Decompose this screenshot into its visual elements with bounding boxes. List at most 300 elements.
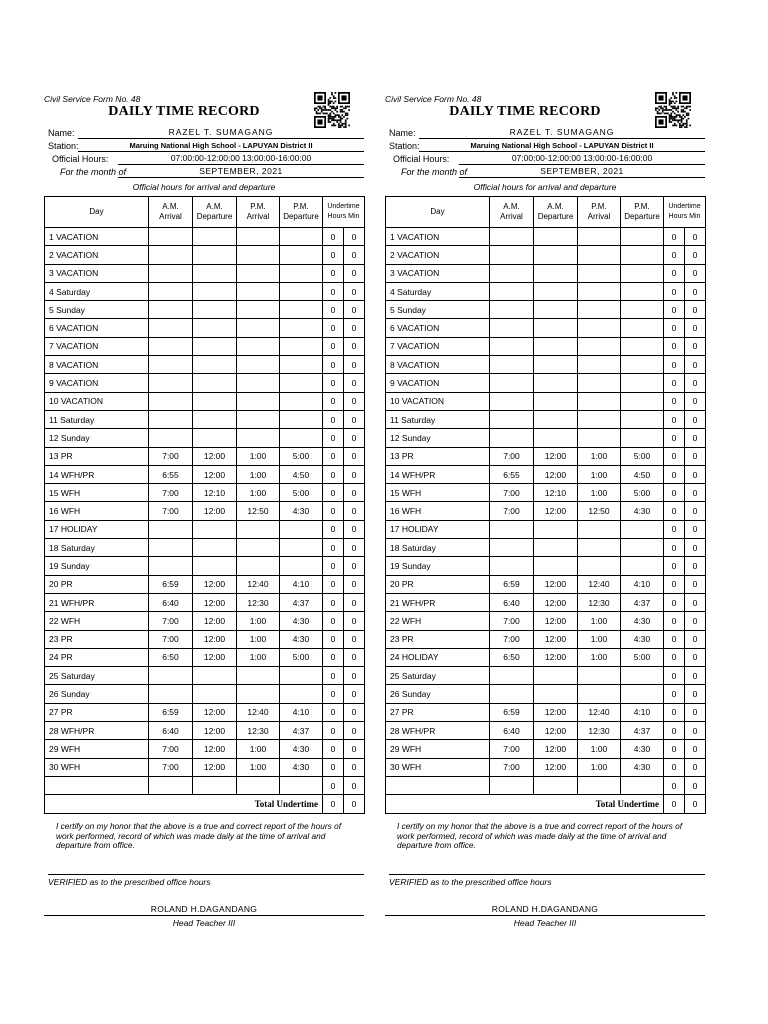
undertime-hours-cell: 0 [664, 593, 685, 611]
day-cell: 14 WFH/PR [386, 465, 490, 483]
pm-arrival-cell: 1:00 [578, 758, 621, 776]
undertime-hours-cell: 0 [323, 539, 344, 557]
month-value: SEPTEMBER, 2021 [459, 166, 705, 178]
undertime-hours-cell: 0 [323, 392, 344, 410]
pm-arrival-cell: 12:30 [237, 593, 280, 611]
pm-arrival-cell: 1:00 [237, 484, 280, 502]
pm-departure-cell [621, 429, 664, 447]
undertime-min-cell: 0 [344, 703, 365, 721]
form-title: DAILY TIME RECORD [449, 104, 601, 119]
undertime-min-cell: 0 [344, 447, 365, 465]
day-cell: 12 Sunday [386, 429, 490, 447]
total-undertime-label: Total Undertime [490, 795, 664, 813]
am-arrival-cell [149, 356, 193, 374]
undertime-hours-cell: 0 [664, 539, 685, 557]
pm-arrival-cell [237, 410, 280, 428]
total-undertime-label: Total Undertime [149, 795, 323, 813]
undertime-hours-cell: 0 [664, 685, 685, 703]
am-arrival-cell [490, 685, 534, 703]
undertime-hours-cell: 0 [664, 356, 685, 374]
name-value: RAZEL T. SUMAGANG [78, 127, 364, 139]
undertime-hours-cell: 0 [323, 557, 344, 575]
am-arrival-cell [490, 246, 534, 264]
undertime-hours-cell: 0 [323, 228, 344, 246]
header-hours-min: Hours Min [327, 213, 360, 220]
header-am-arrival [149, 197, 193, 228]
table-row [386, 539, 706, 557]
table-row [45, 502, 365, 520]
undertime-min-cell: 0 [685, 722, 706, 740]
total-blank [45, 795, 149, 813]
pm-departure-cell [280, 557, 323, 575]
am-departure-cell [193, 667, 237, 685]
pm-arrival-cell [578, 374, 621, 392]
am-arrival-cell [149, 264, 193, 282]
table-row [45, 264, 365, 282]
pm-departure-cell: 4:37 [280, 722, 323, 740]
am-arrival-cell [490, 282, 534, 300]
am-departure-cell [534, 228, 578, 246]
day-cell: 7 VACATION [45, 337, 149, 355]
am-departure-cell: 12:00 [193, 465, 237, 483]
pm-departure-cell [621, 685, 664, 703]
undertime-min-cell: 0 [344, 557, 365, 575]
table-row [386, 356, 706, 374]
am-departure-cell [193, 264, 237, 282]
header-arrival: Arrival [500, 212, 523, 221]
station-value: Maruing National High School - LAPUYAN District II [419, 140, 705, 152]
header-pm: P.M. [250, 202, 266, 211]
am-arrival-cell [149, 776, 193, 794]
header-undertime [664, 197, 706, 228]
am-arrival-cell: 7:00 [149, 630, 193, 648]
undertime-hours-cell: 0 [664, 630, 685, 648]
pm-departure-cell [280, 776, 323, 794]
am-departure-cell: 12:00 [193, 648, 237, 666]
undertime-hours-cell: 0 [664, 557, 685, 575]
undertime-min-cell: 0 [685, 484, 706, 502]
day-cell: 17 HOLIDAY [45, 520, 149, 538]
undertime-hours-cell: 0 [323, 246, 344, 264]
header-undertime-label: Undertime [327, 203, 360, 210]
am-departure-cell: 12:00 [534, 703, 578, 721]
undertime-min-cell: 0 [685, 392, 706, 410]
undertime-hours-cell: 0 [323, 337, 344, 355]
am-departure-cell: 12:00 [534, 447, 578, 465]
am-departure-cell: 12:00 [534, 465, 578, 483]
undertime-min-cell: 0 [344, 228, 365, 246]
undertime-min-cell: 0 [344, 319, 365, 337]
pm-arrival-cell [578, 228, 621, 246]
am-departure-cell [534, 539, 578, 557]
day-cell [45, 776, 149, 794]
table-row [386, 392, 706, 410]
pm-arrival-cell: 1:00 [237, 648, 280, 666]
header-am: A.M. [547, 202, 564, 211]
day-cell: 6 VACATION [45, 319, 149, 337]
am-departure-cell [534, 356, 578, 374]
am-departure-cell [534, 374, 578, 392]
undertime-hours-cell: 0 [664, 374, 685, 392]
pm-departure-cell: 4:10 [280, 703, 323, 721]
pm-arrival-cell [578, 246, 621, 264]
day-cell: 11 Saturday [45, 410, 149, 428]
pm-arrival-cell: 12:30 [578, 722, 621, 740]
day-cell: 1 VACATION [386, 228, 490, 246]
table-row [386, 630, 706, 648]
pm-arrival-cell [237, 228, 280, 246]
table-row [386, 228, 706, 246]
pm-arrival-cell [237, 392, 280, 410]
am-arrival-cell: 7:00 [149, 612, 193, 630]
day-cell: 18 Saturday [386, 539, 490, 557]
am-arrival-cell [149, 429, 193, 447]
undertime-hours-cell: 0 [664, 575, 685, 593]
undertime-hours-cell: 0 [664, 758, 685, 776]
undertime-hours-cell: 0 [664, 282, 685, 300]
total-min: 0 [344, 795, 365, 813]
pm-departure-cell [280, 520, 323, 538]
am-arrival-cell [490, 337, 534, 355]
pm-arrival-cell: 1:00 [237, 630, 280, 648]
pm-departure-cell [280, 429, 323, 447]
day-cell: 16 WFH [386, 502, 490, 520]
undertime-hours-cell: 0 [323, 484, 344, 502]
table-row [386, 557, 706, 575]
am-arrival-cell [149, 282, 193, 300]
undertime-hours-cell: 0 [664, 319, 685, 337]
pm-departure-cell: 5:00 [621, 447, 664, 465]
undertime-hours-cell: 0 [664, 667, 685, 685]
undertime-min-cell: 0 [344, 539, 365, 557]
pm-departure-cell [621, 246, 664, 264]
day-cell: 25 Saturday [45, 667, 149, 685]
am-departure-cell [534, 337, 578, 355]
undertime-min-cell: 0 [685, 575, 706, 593]
pm-arrival-cell: 12:40 [578, 703, 621, 721]
table-row [45, 228, 365, 246]
am-arrival-cell: 6:50 [490, 648, 534, 666]
am-departure-cell [534, 392, 578, 410]
undertime-min-cell: 0 [685, 429, 706, 447]
header-arrival: Arrival [159, 212, 182, 221]
undertime-min-cell: 0 [344, 410, 365, 428]
table-row [386, 648, 706, 666]
am-arrival-cell [149, 520, 193, 538]
table-row [45, 410, 365, 428]
signatory-name: ROLAND H.DAGANDANG [491, 904, 599, 914]
pm-arrival-cell: 12:50 [237, 502, 280, 520]
station-value: Maruing National High School - LAPUYAN District II [78, 140, 364, 152]
header-departure: Departure [537, 212, 574, 221]
header-pm: P.M. [293, 202, 309, 211]
am-departure-cell [193, 539, 237, 557]
undertime-hours-cell: 0 [664, 392, 685, 410]
table-row [45, 484, 365, 502]
month-value: SEPTEMBER, 2021 [118, 166, 364, 178]
table-row [386, 703, 706, 721]
am-arrival-cell [490, 557, 534, 575]
header-undertime-label: Undertime [668, 203, 701, 210]
pm-arrival-cell [578, 337, 621, 355]
pm-departure-cell [621, 337, 664, 355]
pm-arrival-cell [237, 356, 280, 374]
am-arrival-cell: 6:40 [149, 593, 193, 611]
station-label: Station: [389, 141, 420, 151]
am-departure-cell [534, 685, 578, 703]
am-departure-cell [193, 429, 237, 447]
undertime-hours-cell: 0 [664, 776, 685, 794]
day-cell: 20 PR [386, 575, 490, 593]
pm-departure-cell: 4:10 [621, 575, 664, 593]
am-arrival-cell [149, 246, 193, 264]
am-departure-cell: 12:00 [193, 612, 237, 630]
am-arrival-cell: 7:00 [490, 740, 534, 758]
undertime-hours-cell: 0 [664, 484, 685, 502]
undertime-hours-cell: 0 [323, 447, 344, 465]
undertime-min-cell: 0 [344, 776, 365, 794]
pm-departure-cell [280, 301, 323, 319]
am-departure-cell [534, 264, 578, 282]
am-departure-cell [193, 685, 237, 703]
total-blank [386, 795, 490, 813]
am-arrival-cell: 7:00 [149, 447, 193, 465]
pm-departure-cell: 4:30 [280, 502, 323, 520]
form-number: Civil Service Form No. 48 [44, 94, 141, 104]
header-am-departure [534, 197, 578, 228]
pm-departure-cell [621, 301, 664, 319]
table-row [386, 667, 706, 685]
am-departure-cell: 12:00 [193, 758, 237, 776]
undertime-min-cell: 0 [344, 484, 365, 502]
am-departure-cell [534, 410, 578, 428]
am-arrival-cell [149, 685, 193, 703]
pm-arrival-cell: 1:00 [237, 758, 280, 776]
am-departure-cell: 12:00 [193, 722, 237, 740]
pm-departure-cell: 4:30 [621, 758, 664, 776]
undertime-min-cell: 0 [344, 593, 365, 611]
signature-line [385, 915, 705, 916]
undertime-min-cell: 0 [685, 520, 706, 538]
pm-arrival-cell [237, 282, 280, 300]
header-departure: Departure [283, 212, 319, 221]
am-arrival-cell: 7:00 [490, 630, 534, 648]
official-hours-value: 07:00:00-12:00:00 13:00:00-16:00:00 [118, 153, 364, 165]
header-am-departure [193, 197, 237, 228]
pm-departure-cell: 4:37 [621, 593, 664, 611]
signature-line [44, 915, 364, 916]
am-arrival-cell [149, 392, 193, 410]
table-row [45, 429, 365, 447]
undertime-min-cell: 0 [344, 337, 365, 355]
pm-arrival-cell: 12:50 [578, 502, 621, 520]
undertime-min-cell: 0 [685, 557, 706, 575]
pm-arrival-cell [237, 374, 280, 392]
am-arrival-cell: 6:59 [490, 703, 534, 721]
pm-departure-cell: 4:37 [280, 593, 323, 611]
undertime-min-cell: 0 [685, 539, 706, 557]
am-arrival-cell: 7:00 [490, 758, 534, 776]
table-row [45, 557, 365, 575]
undertime-min-cell: 0 [344, 246, 365, 264]
am-departure-cell: 12:10 [193, 484, 237, 502]
undertime-hours-cell: 0 [664, 264, 685, 282]
table-row [386, 776, 706, 794]
table-row [386, 612, 706, 630]
undertime-min-cell: 0 [685, 447, 706, 465]
undertime-min-cell: 0 [344, 740, 365, 758]
undertime-min-cell: 0 [344, 374, 365, 392]
undertime-hours-cell: 0 [664, 703, 685, 721]
undertime-hours-cell: 0 [323, 429, 344, 447]
day-cell: 15 WFH [386, 484, 490, 502]
day-cell: 5 Sunday [45, 301, 149, 319]
day-cell: 22 WFH [386, 612, 490, 630]
header-am: A.M. [206, 202, 223, 211]
pm-arrival-cell [237, 246, 280, 264]
pm-departure-cell: 4:37 [621, 722, 664, 740]
table-row [386, 246, 706, 264]
undertime-hours-cell: 0 [323, 593, 344, 611]
day-cell: 13 PR [45, 447, 149, 465]
table-row [45, 301, 365, 319]
am-arrival-cell [490, 520, 534, 538]
undertime-min-cell: 0 [685, 502, 706, 520]
am-arrival-cell: 6:40 [149, 722, 193, 740]
pm-departure-cell [621, 557, 664, 575]
day-cell: 20 PR [45, 575, 149, 593]
table-row [45, 246, 365, 264]
undertime-min-cell: 0 [344, 392, 365, 410]
undertime-min-cell: 0 [344, 758, 365, 776]
day-cell: 28 WFH/PR [45, 722, 149, 740]
pm-arrival-cell [578, 539, 621, 557]
day-cell: 17 HOLIDAY [386, 520, 490, 538]
pm-departure-cell [621, 374, 664, 392]
official-hours-value: 07:00:00-12:00:00 13:00:00-16:00:00 [459, 153, 705, 165]
table-row [386, 319, 706, 337]
am-arrival-cell: 7:00 [490, 484, 534, 502]
pm-arrival-cell [237, 264, 280, 282]
form-title: DAILY TIME RECORD [108, 104, 260, 119]
am-arrival-cell: 6:40 [490, 722, 534, 740]
pm-arrival-cell [237, 337, 280, 355]
undertime-hours-cell: 0 [664, 740, 685, 758]
undertime-hours-cell: 0 [664, 246, 685, 264]
undertime-min-cell: 0 [685, 264, 706, 282]
am-departure-cell [534, 301, 578, 319]
am-arrival-cell [490, 667, 534, 685]
day-cell: 29 WFH [45, 740, 149, 758]
undertime-hours-cell: 0 [323, 612, 344, 630]
undertime-min-cell: 0 [685, 685, 706, 703]
undertime-hours-cell: 0 [323, 776, 344, 794]
am-arrival-cell [490, 319, 534, 337]
pm-departure-cell: 4:30 [621, 630, 664, 648]
day-cell: 7 VACATION [386, 337, 490, 355]
am-departure-cell: 12:00 [534, 593, 578, 611]
am-arrival-cell [149, 319, 193, 337]
day-cell: 24 PR [45, 648, 149, 666]
day-cell: 21 WFH/PR [45, 593, 149, 611]
day-cell: 3 VACATION [386, 264, 490, 282]
undertime-hours-cell: 0 [323, 685, 344, 703]
undertime-min-cell: 0 [685, 228, 706, 246]
table-row [45, 282, 365, 300]
undertime-min-cell: 0 [685, 758, 706, 776]
am-arrival-cell: 6:55 [149, 465, 193, 483]
day-cell: 11 Saturday [386, 410, 490, 428]
am-arrival-cell: 6:59 [149, 575, 193, 593]
header-arrival: Arrival [587, 212, 611, 221]
pm-departure-cell: 5:00 [621, 648, 664, 666]
am-departure-cell [534, 319, 578, 337]
am-arrival-cell [490, 392, 534, 410]
pm-arrival-cell: 1:00 [578, 630, 621, 648]
undertime-hours-cell: 0 [323, 374, 344, 392]
am-departure-cell: 12:00 [193, 447, 237, 465]
pm-departure-cell [280, 337, 323, 355]
am-departure-cell [534, 667, 578, 685]
undertime-min-cell: 0 [344, 685, 365, 703]
table-row [386, 374, 706, 392]
am-departure-cell: 12:00 [534, 502, 578, 520]
undertime-hours-cell: 0 [323, 410, 344, 428]
header-am: A.M. [503, 202, 520, 211]
am-departure-cell [193, 392, 237, 410]
pm-departure-cell: 4:10 [621, 703, 664, 721]
pm-arrival-cell: 1:00 [578, 648, 621, 666]
table-row [45, 319, 365, 337]
pm-departure-cell: 4:30 [280, 740, 323, 758]
pm-arrival-cell [578, 356, 621, 374]
name-label: Name: [389, 128, 416, 138]
pm-arrival-cell: 1:00 [237, 740, 280, 758]
am-arrival-cell [490, 374, 534, 392]
am-departure-cell: 12:00 [193, 502, 237, 520]
pm-departure-cell [280, 264, 323, 282]
undertime-min-cell: 0 [685, 612, 706, 630]
table-row [45, 685, 365, 703]
undertime-min-cell: 0 [685, 374, 706, 392]
pm-arrival-cell [578, 392, 621, 410]
undertime-min-cell: 0 [685, 648, 706, 666]
undertime-min-cell: 0 [344, 667, 365, 685]
am-departure-cell [534, 776, 578, 794]
table-row [386, 337, 706, 355]
table-row [45, 337, 365, 355]
pm-arrival-cell: 1:00 [237, 465, 280, 483]
pm-departure-cell: 5:00 [280, 648, 323, 666]
day-cell: 10 VACATION [45, 392, 149, 410]
time-record-table [44, 196, 365, 814]
day-cell: 26 Sunday [386, 685, 490, 703]
pm-arrival-cell: 12:30 [578, 593, 621, 611]
am-arrival-cell [490, 539, 534, 557]
day-cell: 8 VACATION [386, 356, 490, 374]
pm-arrival-cell [237, 319, 280, 337]
table-subtitle: Official hours for arrival and departure [132, 182, 276, 192]
pm-departure-cell [280, 539, 323, 557]
pm-arrival-cell [237, 776, 280, 794]
table-row [386, 722, 706, 740]
am-departure-cell: 12:00 [193, 703, 237, 721]
undertime-hours-cell: 0 [323, 740, 344, 758]
undertime-hours-cell: 0 [323, 264, 344, 282]
table-row [386, 520, 706, 538]
undertime-hours-cell: 0 [323, 520, 344, 538]
official-hours-label: Official Hours: [52, 154, 109, 164]
